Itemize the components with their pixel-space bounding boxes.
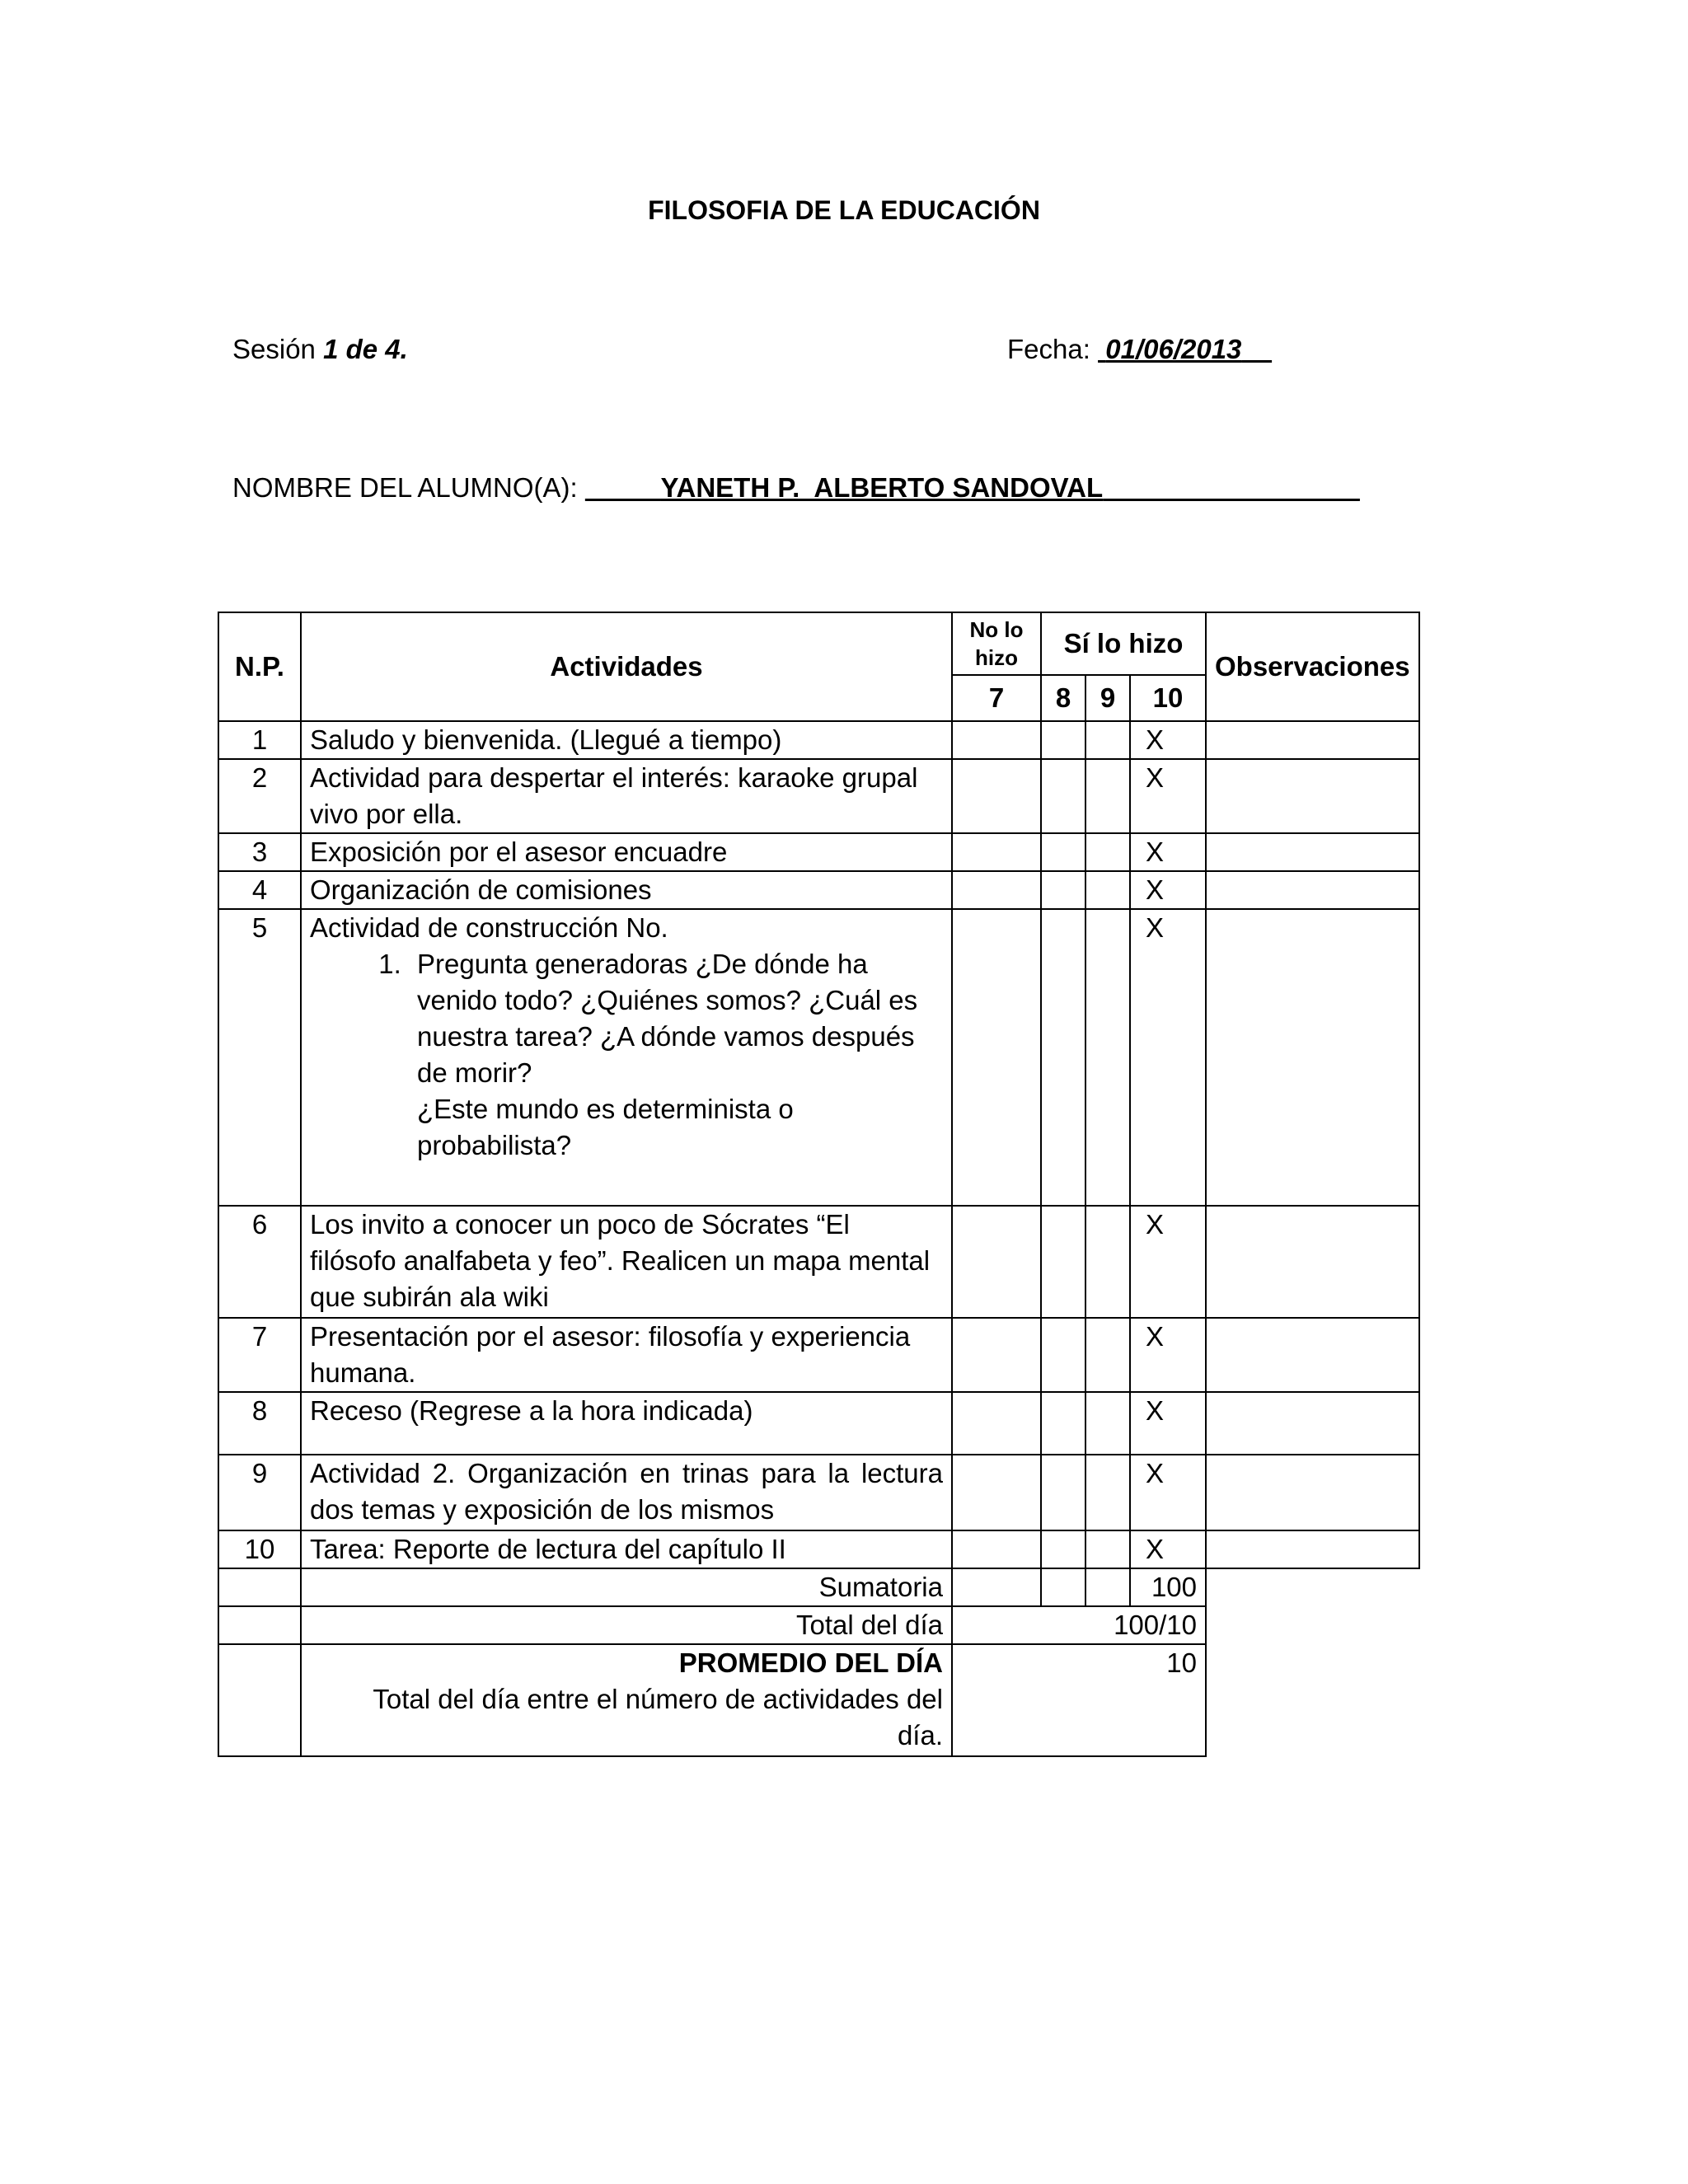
average-spacer — [1206, 1644, 1419, 1756]
sum-row — [218, 1568, 1419, 1606]
cell-7 — [952, 1318, 1041, 1392]
activity-text: Actividad de construcción No. — [310, 912, 668, 943]
cell-8 — [1041, 909, 1085, 1206]
total-empty-np — [218, 1606, 301, 1644]
cell-8 — [1041, 1318, 1085, 1392]
cell-9 — [1085, 1318, 1130, 1392]
activity-text: Exposición por el asesor encuadre — [301, 833, 952, 871]
question-item — [409, 946, 943, 1164]
observation-cell — [1206, 1530, 1419, 1568]
header-si-lo-hizo: Sí lo hizo — [1041, 612, 1206, 675]
date-value: 01/06/2013 — [1105, 334, 1242, 364]
cell-10-mark: X — [1130, 1206, 1206, 1318]
row-number: 4 — [218, 871, 301, 909]
observation-cell — [1206, 759, 1419, 833]
cell-7 — [952, 1455, 1041, 1530]
activity-text: Actividad 2. Organización en trinas para la lectura dos temas y exposición de los mismos — [301, 1455, 952, 1530]
score-9: 9 — [1085, 675, 1130, 721]
cell-7 — [952, 1530, 1041, 1568]
cell-9 — [1085, 909, 1130, 1206]
table-row — [218, 909, 1419, 1206]
activity-text: Presentación por el asesor: filosofía y experiencia humana. — [301, 1318, 952, 1392]
student-line — [232, 472, 1360, 504]
row-number: 6 — [218, 1206, 301, 1318]
sum-cell-8 — [1041, 1568, 1085, 1606]
cell-7 — [952, 1206, 1041, 1318]
cell-7 — [952, 833, 1041, 871]
table-row — [218, 1206, 1419, 1318]
observation-cell — [1206, 1318, 1419, 1392]
average-label: PROMEDIO DEL DÍA — [678, 1647, 943, 1678]
date-line — [1007, 334, 1272, 365]
cell-9 — [1085, 1206, 1130, 1318]
observation-cell — [1206, 909, 1419, 1206]
score-7: 7 — [952, 675, 1041, 721]
cell-9 — [1085, 721, 1130, 759]
cell-9 — [1085, 759, 1130, 833]
cell-10-mark: X — [1130, 871, 1206, 909]
cell-9 — [1085, 1530, 1130, 1568]
header-observaciones: Observaciones — [1206, 612, 1419, 721]
average-value: 10 — [952, 1644, 1206, 1756]
row-number: 8 — [218, 1392, 301, 1455]
observation-cell — [1206, 871, 1419, 909]
cell-8 — [1041, 721, 1085, 759]
date-label: Fecha: — [1007, 334, 1090, 364]
row-number: 5 — [218, 909, 301, 1206]
cell-10-mark: X — [1130, 759, 1206, 833]
session-line — [232, 334, 408, 365]
cell-10-mark: X — [1130, 909, 1206, 1206]
question-text-2: ¿Este mundo es determinista o probabilista? — [417, 1094, 794, 1160]
student-name: YANETH P. ALBERTO SANDOVAL — [660, 472, 1104, 503]
cell-9 — [1085, 1455, 1130, 1530]
score-8: 8 — [1041, 675, 1085, 721]
row-number: 10 — [218, 1530, 301, 1568]
activity-cell — [301, 909, 952, 1206]
sum-value: 100 — [1130, 1568, 1206, 1606]
table-row — [218, 1455, 1419, 1530]
score-10: 10 — [1130, 675, 1206, 721]
sum-cell-7 — [952, 1568, 1041, 1606]
activities-table — [218, 612, 1420, 1757]
header-activities: Actividades — [301, 612, 952, 721]
row-number: 1 — [218, 721, 301, 759]
cell-7 — [952, 871, 1041, 909]
student-name-field — [585, 472, 1360, 503]
table-row — [218, 759, 1419, 833]
document-title: FILOSOFIA DE LA EDUCACIÓN — [648, 195, 1040, 225]
total-row — [218, 1606, 1419, 1644]
activity-text: Actividad para despertar el interés: karaoke grupal vivo por ella. — [301, 759, 952, 833]
observation-cell — [1206, 1206, 1419, 1318]
row-number: 3 — [218, 833, 301, 871]
cell-10-mark: X — [1130, 1392, 1206, 1455]
sum-label: Sumatoria — [301, 1568, 952, 1606]
student-label: NOMBRE DEL ALUMNO(A): — [232, 472, 578, 503]
cell-10-mark: X — [1130, 721, 1206, 759]
table-row — [218, 833, 1419, 871]
date-value-field — [1098, 334, 1272, 364]
average-row — [218, 1644, 1419, 1756]
sum-cell-9 — [1085, 1568, 1130, 1606]
total-value: 100/10 — [952, 1606, 1206, 1644]
cell-10-mark: X — [1130, 1455, 1206, 1530]
cell-9 — [1085, 1392, 1130, 1455]
activity-text: Receso (Regrese a la hora indicada) — [301, 1392, 952, 1455]
session-label: Sesión — [232, 334, 316, 364]
cell-9 — [1085, 871, 1130, 909]
question-text: Pregunta generadoras ¿De dónde ha venido todo? ¿Quiénes somos? ¿Cuál es nuestra tarea? ¿A dónde vamos después de morir? — [417, 949, 918, 1088]
table-row — [218, 871, 1419, 909]
session-value: 1 de 4. — [323, 334, 408, 364]
average-cell — [301, 1644, 952, 1756]
row-number: 7 — [218, 1318, 301, 1392]
activity-text: Tarea: Reporte de lectura del capítulo II — [301, 1530, 952, 1568]
cell-7 — [952, 721, 1041, 759]
observation-cell — [1206, 1392, 1419, 1455]
cell-8 — [1041, 1530, 1085, 1568]
cell-9 — [1085, 833, 1130, 871]
row-number: 9 — [218, 1455, 301, 1530]
sum-empty-np — [218, 1568, 301, 1606]
cell-10-mark: X — [1130, 1318, 1206, 1392]
cell-8 — [1041, 759, 1085, 833]
header-np: N.P. — [218, 612, 301, 721]
cell-7 — [952, 909, 1041, 1206]
average-description: Total del día entre el número de actividades del día. — [373, 1684, 943, 1750]
total-spacer — [1206, 1606, 1419, 1644]
cell-10-mark: X — [1130, 1530, 1206, 1568]
observation-cell — [1206, 721, 1419, 759]
cell-8 — [1041, 833, 1085, 871]
table-row — [218, 1530, 1419, 1568]
sum-spacer — [1206, 1568, 1419, 1606]
table-row — [218, 1318, 1419, 1392]
cell-7 — [952, 759, 1041, 833]
cell-8 — [1041, 1206, 1085, 1318]
activity-text: Saludo y bienvenida. (Llegué a tiempo) — [301, 721, 952, 759]
cell-8 — [1041, 871, 1085, 909]
activity-text: Organización de comisiones — [301, 871, 952, 909]
table-row — [218, 721, 1419, 759]
header-no-lo-hizo: No lo hizo — [952, 612, 1041, 675]
table-row — [218, 1392, 1419, 1455]
cell-8 — [1041, 1392, 1085, 1455]
observation-cell — [1206, 1455, 1419, 1530]
question-list — [310, 946, 943, 1164]
average-empty-np — [218, 1644, 301, 1756]
cell-7 — [952, 1392, 1041, 1455]
observation-cell — [1206, 833, 1419, 871]
row-number: 2 — [218, 759, 301, 833]
cell-8 — [1041, 1455, 1085, 1530]
total-label: Total del día — [301, 1606, 952, 1644]
header-row — [218, 612, 1419, 675]
activity-text: Los invito a conocer un poco de Sócrates “El filósofo analfabeta y feo”. Realicen un mapa mental que subirán ala wiki — [301, 1206, 952, 1318]
cell-10-mark: X — [1130, 833, 1206, 871]
